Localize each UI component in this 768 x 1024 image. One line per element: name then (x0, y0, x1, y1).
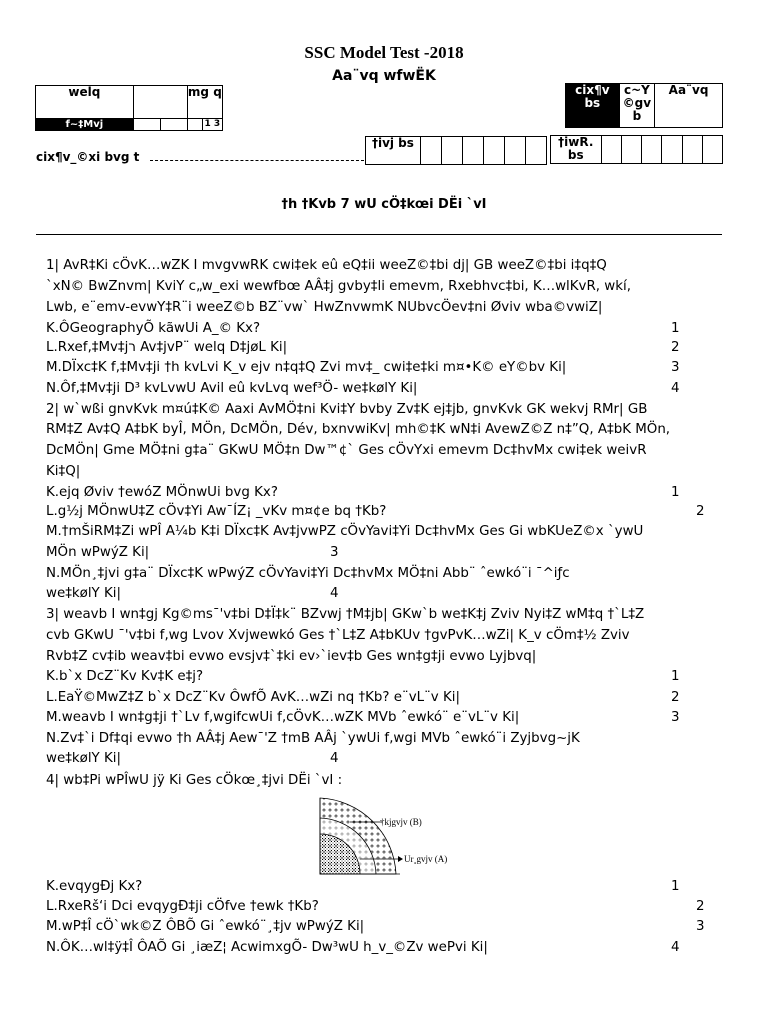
q4-part-a: K.evqygÐj Kx? (46, 879, 143, 894)
q1-part-d: N.Ôf‚‡Mv‡ji D³ kvLvwU Avil eû kvLvq wef³Ö- we‡kølY Ki| (46, 381, 418, 396)
page-subtitle: Aa¨vq wfwËK (332, 68, 436, 84)
q2-part-d-mark: 4 (330, 586, 339, 601)
q2-part-d: N.MÖn¸‡jvi g‡a¨ DÏxc‡K wPwýZ cÖvYavi‡Yi Dc‡hvMx MÖ‡ni Abb¨ ˆewkó¨i ¯^iƒc (46, 566, 570, 581)
q4-part-b-mark: 2 (696, 899, 705, 914)
label-a: Ur¸gvjv (A) (404, 854, 448, 864)
q2-part-b-mark: 2 (696, 504, 705, 519)
registration-label: †iwR. bs (551, 136, 602, 164)
code-label: mg q (187, 86, 222, 119)
label-b: †kjgvjv (B) (380, 817, 422, 827)
q4-stem: 4| wb‡Pi wPÎwU jÿ Ki Ges cÖkœ¸‡jvi DËi `vI : (46, 773, 343, 788)
q1-part-c: M.DÏxc‡K f‚‡Mv‡ji †h kvLvi K_v ejv n‡q‡Q Zvi mv‡_ cwi‡e‡ki m¤•K© eY©bv Ki| (46, 360, 567, 375)
q2-part-a: K.ejq Øviv †ewóZ MÖnwUi bvg Kx? (46, 485, 278, 500)
q2-part-b: L.g½j MÖnwU‡Z cÖv‡Yi Aw¯ÍZ¡ _vKv m¤¢e bq †Kb? (46, 504, 387, 519)
q3-stem-line: 3| weavb I wn‡gj Kg©ms¯'v‡bi D‡Ï‡k¨ BZvwj †M‡jb| GKw`b we‡K‡j Zviv Nyi‡Z wM‡q †`L‡Z (46, 607, 645, 622)
q2-stem-line: Ki‡Q| (46, 464, 81, 479)
q3-part-d-mark: 4 (330, 751, 339, 766)
q3-part-c-mark: 3 (671, 710, 680, 725)
q4-part-d: N.ÔK…wl‡ÿ‡Î ÔAÕ Gi ¸iæZ¦ AcwimxgÕ- Dw³wU h_v_©Zv wePvi Ki| (46, 940, 488, 955)
q3-stem-line: cvb GKwU ¯'v‡bi f‚wg Lvov Xvjwewkó Ges †`L‡Z A‡bKUv †gvPvK…wZi| K_v cÖm‡½ Zviv (46, 628, 630, 643)
q3-part-c: M.weavb I wn‡g‡ji †`Lv f‚wgifcwUi f‚cÖvK…wZK MVb ˆewkó¨ e¨vL¨v Ki| (46, 710, 520, 725)
q1-part-b-mark: 2 (671, 340, 680, 355)
q3-stem-line: Rvb‡Z cv‡ib weav‡bi evwo evsjv‡`‡ki ev›`iev‡b Ges wn‡g‡ji evwo Lyjbvq| (46, 649, 537, 664)
chapter-label: Aa¨vq (655, 84, 723, 128)
q2-part-c: M.†mŠiRM‡Zi wPÎ A¼b K‡i DÏxc‡K Av‡jvwPZ cÖvYavi‡Yi Dc‡hvMx Ges Gi wbKUeZ©x `ywU (46, 524, 644, 539)
divider (36, 234, 722, 235)
page-title: SSC Model Test -2018 (304, 43, 464, 62)
q2-part-c-cont: MÖn wPwýZ Ki| (46, 545, 150, 560)
q2-part-c-mark: 3 (330, 545, 339, 560)
q3-part-a: K.b`x DcZ¨Kv Kv‡K e‡j? (46, 669, 204, 684)
q1-part-a: K.ÔGeographyÕ kãwUi A_© Kx? (46, 321, 261, 336)
q1-stem-line: 1| AvR‡Ki cÖvK…wZK I mvgvwRK cwi‡ek eû eQ‡ii weeZ©‡bi dj| GB weeZ©‡bi i‡q‡Q (46, 258, 607, 273)
q1-stem-line: `xN© BwZnvm| KviY c„w_exi wewfbœ AÂ‡j gvby‡li emevm, Rxebhvc‡bi, K…wlKvR, wkí, (46, 279, 631, 294)
q1-part-b: L.Rxef‚‡Mv‡jר Av‡jvP¨ welq D‡jøL Ki| (46, 340, 288, 355)
q1-part-c-mark: 3 (671, 360, 680, 375)
q2-part-a-mark: 1 (671, 485, 680, 500)
instruction-headline: †h †Kvb 7 wU cÖ‡kœi DËi `vI (281, 197, 487, 212)
q4-part-d-mark: 4 (671, 940, 680, 955)
q2-stem-line: 2| w`wßi gnvKvk m¤ú‡K© Aaxi AvMÖ‡ni Kvi‡Y bvby Zv‡K ej‡jb, gnvKvk GK wekvj RMr| GB (46, 402, 648, 417)
subject-name: f~‡Mvj (36, 119, 134, 131)
subject-label: welq (36, 86, 134, 119)
registration-box (550, 135, 723, 164)
q4-part-c: M.wP‡Î cÖ`wk©Z ÔBÕ Gi ˆewkó¨¸‡jv wPwýZ Ki| (46, 919, 365, 934)
full-marks-label: c~Y ©gv b (619, 84, 654, 128)
exam-info-box (565, 83, 723, 128)
q2-part-d-cont: we‡kølY Ki| (46, 586, 122, 601)
q3-part-d-cont: we‡kølY Ki| (46, 751, 122, 766)
q3-part-b-mark: 2 (671, 690, 680, 705)
q1-stem-line: Lwb, e¨emv-evwY‡R¨i weeZ©b BZ¨vw` HwZnvwmK NUbvcÖev‡ni Øviv wba©vwiZ| (46, 300, 603, 315)
q1-part-a-mark: 1 (671, 321, 680, 336)
roll-box (365, 136, 547, 165)
atmosphere-diagram (310, 796, 470, 878)
subject-code: 1 3 (202, 119, 222, 131)
q3-part-b: L.EaŸ©MwZ‡Z b`x DcZ¨Kv ÔwfÕ AvK…wZi nq †Kb? e¨vL¨v Ki| (46, 690, 461, 705)
q2-stem-line: RM‡Z Av‡Q A‡bK byÎ, MÖn, DcMÖn, Dév, bxnvwiKv| mh©‡K wN‡i AvewZ©Z n‡”Q, A‡bK MÖn, (46, 422, 671, 437)
q4-part-c-mark: 3 (696, 919, 705, 934)
q4-part-a-mark: 1 (671, 879, 680, 894)
roll-label: †ivj bs (366, 137, 421, 165)
exam-label: cix¶v bs (566, 84, 620, 128)
q3-part-a-mark: 1 (671, 669, 680, 684)
subject-box (35, 85, 223, 131)
q4-part-b: L.RxeRš‘i Dci evqygÐ‡ji cÖfve †ewk †Kb? (46, 899, 319, 914)
candidate-name-line (150, 160, 364, 161)
q1-part-d-mark: 4 (671, 381, 680, 396)
q3-part-d: N.Zv‡`i Df‡qi evwo †h AÂ‡j Aew¯'Z †mB AÂj `ywUi f‚wgi MVb ˆewkó¨i Zyjbvg~jK (46, 731, 580, 746)
candidate-name-label: cix¶v_©xi bvg t (36, 150, 140, 164)
q2-stem-line: DcMÖn| Gme MÖ‡ni g‡a¨ GKwU MÖ‡n Dw™¢` Ges cÖvYxi emevm Dc‡hvMx cwi‡ek weivR (46, 443, 647, 458)
